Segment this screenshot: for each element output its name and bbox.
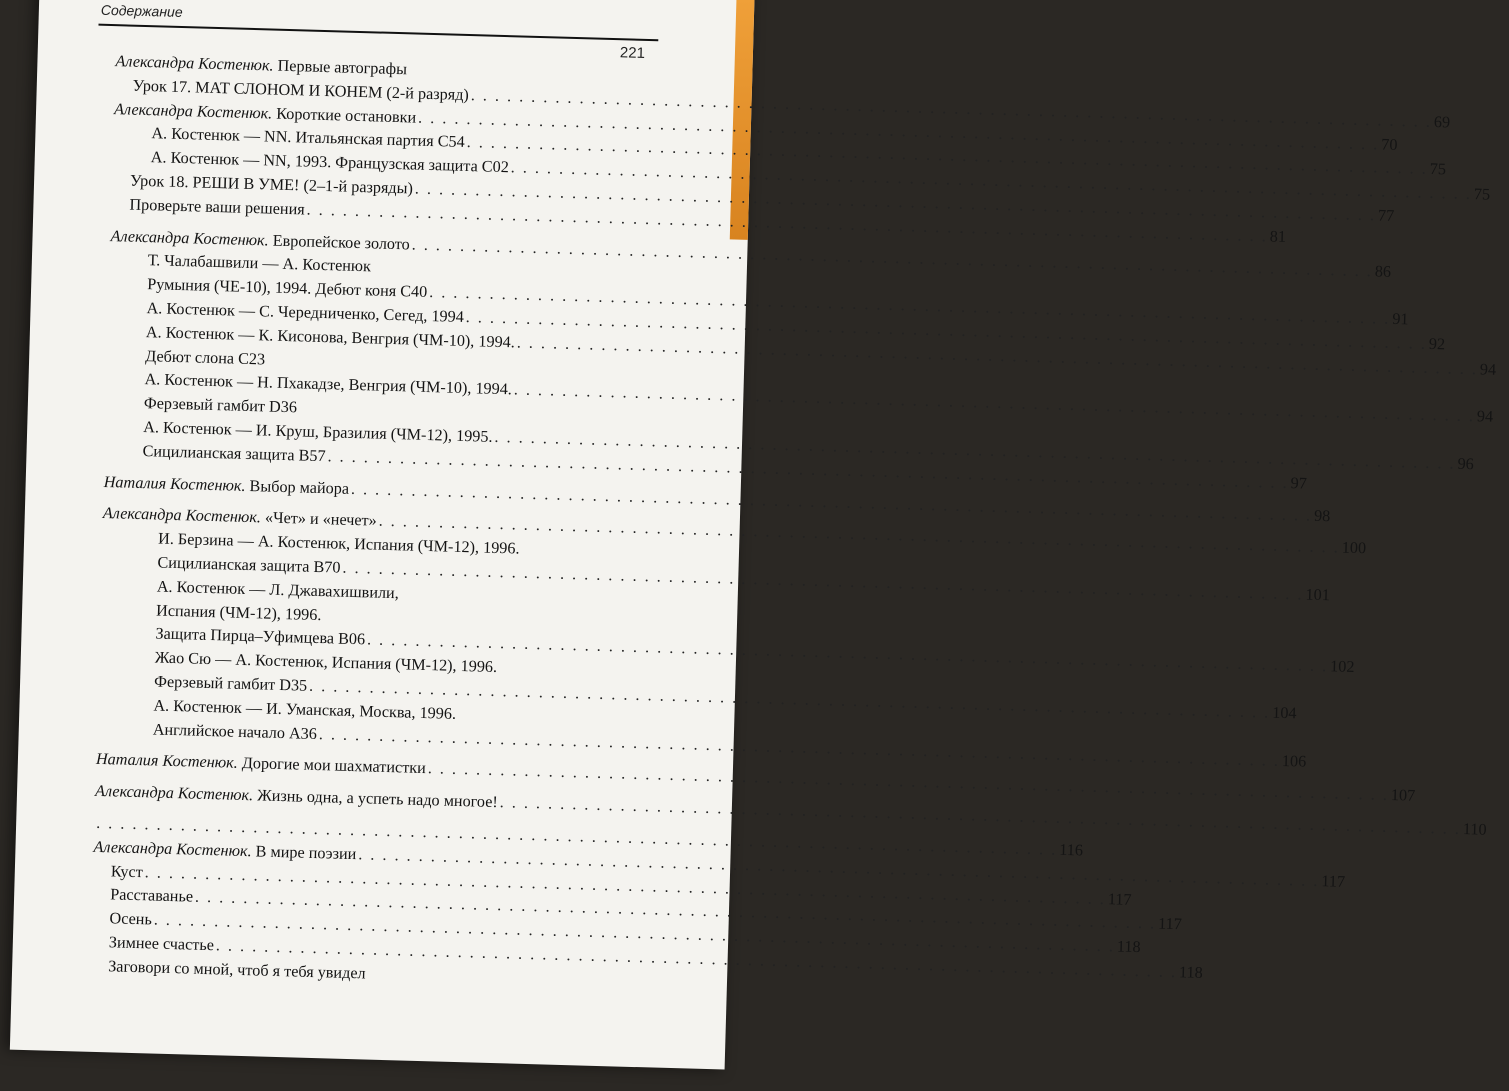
toc-entry-text: Расставанье <box>109 885 194 906</box>
header-rule <box>98 24 658 42</box>
toc-page-number: 102 <box>1329 657 1355 677</box>
toc-page-number: 97 <box>1290 473 1308 493</box>
toc-entry-text: Урок 17. МАТ СЛОНОМ И КОНЕМ (2-й разряд) <box>132 76 470 104</box>
toc-entry-title <box>110 884 193 910</box>
toc-entry-author: Александра Костенюк. <box>102 504 262 527</box>
toc-entry-text: Заговори со мной, чтоб я тебя увидел <box>107 956 366 983</box>
toc-entry-text: Английское начало А36 <box>152 719 318 743</box>
toc-page-number: 92 <box>1428 334 1446 354</box>
page-header-title: Содержание <box>100 1 183 20</box>
toc-page-number: 91 <box>1392 310 1409 329</box>
toc-entry-title <box>109 907 152 932</box>
toc-entry-text: «Чет» и «нечет» <box>260 508 377 530</box>
toc-entry-author: Александра Костенюк. <box>94 781 254 805</box>
toc-page-number: 101 <box>1305 585 1331 605</box>
toc-page-number: 110 <box>1462 820 1487 839</box>
toc-page-number: 81 <box>1269 227 1287 246</box>
toc-page-number: 118 <box>1178 963 1203 982</box>
toc-entry-author: Наталия Костенюк. <box>103 472 246 495</box>
page-number: 221 <box>619 44 646 62</box>
book-page <box>10 0 1497 1070</box>
toc-page-number: 75 <box>1473 185 1491 204</box>
toc-entry-text: Первые автографы <box>273 56 408 79</box>
toc-page-number: 96 <box>1457 454 1475 474</box>
table-of-contents <box>90 50 1497 993</box>
toc-entry-title <box>152 718 317 746</box>
toc-entry-text: Т. Чалабашвили — А. Костенюк <box>147 251 372 276</box>
toc-entry-text: Сицилианская защита В57 <box>142 441 326 465</box>
toc-entry-text: А. Костенюк — К. Кисонова, Венгрия (ЧМ-10), 1994. <box>145 322 516 352</box>
toc-entry-title <box>109 931 215 958</box>
toc-page-number: 116 <box>1059 840 1084 860</box>
toc-entry-text: А. Костенюк — И. Уманская, Москва, 1996. <box>153 696 457 723</box>
toc-entry-text: И. Берзина — А. Костенюк, Испания (ЧМ-12), 1996. <box>157 529 520 558</box>
toc-entry-text: А. Костенюк — NN. Итальянская партия С54 <box>151 124 465 152</box>
toc-entry-text: Защита Пирца–Уфимцева В06 <box>155 624 366 649</box>
toc-entry-author: Александра Костенюк. <box>115 52 274 75</box>
toc-entry-text: А. Костенюк — С. Чередниченко, Сегед, 1994 <box>146 299 465 326</box>
toc-page-number: 86 <box>1374 261 1392 281</box>
toc-page-number: 77 <box>1377 206 1395 225</box>
toc-leader-dots <box>513 379 1475 430</box>
toc-entry-author: Александра Костенюк. <box>110 226 269 250</box>
toc-page-number: 117 <box>1321 871 1346 891</box>
toc-entry-text: А. Костенюк — Л. Джавахишвили, <box>156 577 400 602</box>
toc-entry-author: Александра Костенюк. <box>93 837 252 860</box>
toc-page-number: 107 <box>1390 786 1416 806</box>
toc-entry-text: Жао Сю — А. Костенюк, Испания (ЧМ-12), 1996. <box>154 648 498 677</box>
toc-page-number: 100 <box>1341 538 1367 558</box>
toc-entry-text: Дорогие мои шахматистки <box>237 754 427 778</box>
toc-page-number: 118 <box>1116 937 1141 957</box>
toc-entry-text: Ферзевый гамбит D35 <box>153 672 308 695</box>
toc-entry-text: Жизнь одна, а успеть надо многое! <box>252 786 499 812</box>
toc-entry-title <box>142 440 326 469</box>
toc-entry-text: Испания (ЧМ-12), 1996. <box>155 601 322 624</box>
toc-entry-text: Румыния (ЧЕ-10), 1994. Дебют коня С40 <box>147 275 428 302</box>
toc-entry-text: А. Костенюк — NN, 1993. Французская защита С02 <box>150 148 510 177</box>
toc-entry-author: Наталия Костенюк. <box>95 750 239 773</box>
toc-entry-text: Проверьте ваши решения <box>129 195 305 219</box>
toc-entry-text: Короткие остановки <box>271 104 417 127</box>
toc-page-number: 75 <box>1429 160 1447 179</box>
toc-page-number: 117 <box>1107 889 1132 909</box>
toc-entry-text: Выбор майора <box>245 476 350 498</box>
toc-entry-text: А. Костенюк — Н. Пхакадзе, Венгрия (ЧМ-10), 1994. <box>144 370 513 399</box>
toc-entry-text: Урок 18. РЕШИ В УМЕ! (2–1-й разряды) <box>129 171 414 198</box>
toc-entry-text: Куст <box>110 861 144 881</box>
toc-entry-author: Александра Костенюк. <box>113 99 273 123</box>
toc-entry-text: А. Костенюк — И. Круш, Бразилия (ЧМ-12), 1995. <box>143 418 493 446</box>
toc-page-number: 98 <box>1313 506 1331 525</box>
toc-entry-title <box>111 860 144 885</box>
toc-entry-text: Дебют слона С23 <box>145 346 266 368</box>
toc-page-number: 94 <box>1476 407 1494 427</box>
toc-page-number: 69 <box>1433 112 1451 132</box>
toc-page-number: 70 <box>1381 135 1398 154</box>
toc-page-number: 106 <box>1281 751 1307 771</box>
toc-entry-text: Европейское золото <box>268 231 411 254</box>
toc-entry-text: Зимнее счастье <box>108 933 215 955</box>
toc-entry-text: Ферзевый гамбит D36 <box>143 394 298 417</box>
toc-entry-title <box>145 345 266 372</box>
toc-page-number: 94 <box>1479 360 1497 379</box>
toc-entry-title <box>129 193 305 222</box>
toc-entry-text: Сицилианская защита В70 <box>157 553 341 577</box>
toc-page-number: 117 <box>1157 914 1183 934</box>
toc-entry-text: В мире поэзии <box>251 841 357 863</box>
toc-entry-text: Осень <box>109 909 153 929</box>
toc-page-number: 104 <box>1271 703 1297 723</box>
